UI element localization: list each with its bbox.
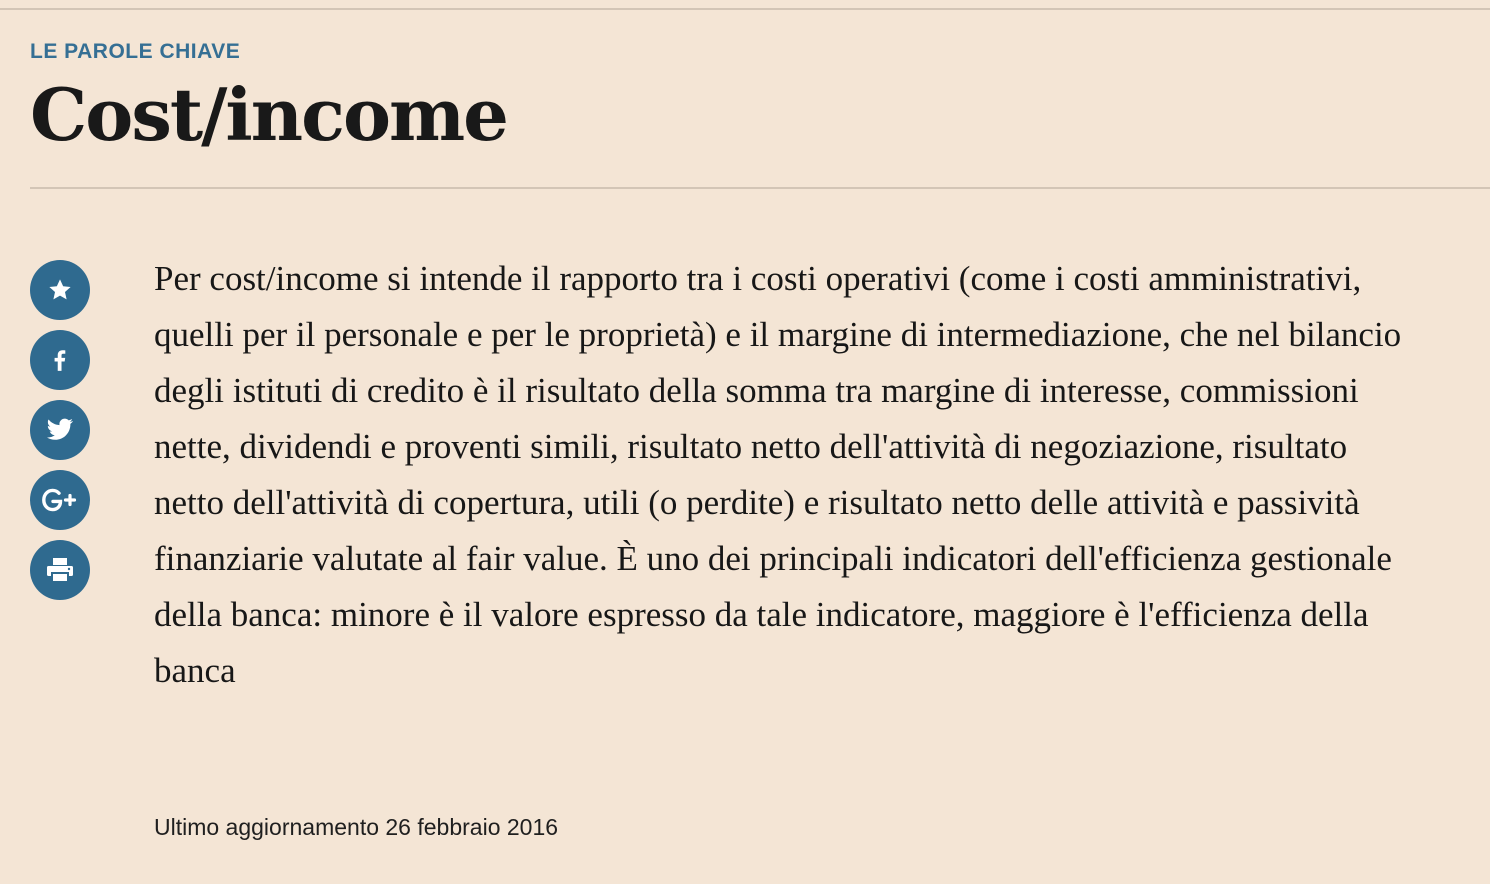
article-body: Per cost/income si intende il rapporto tra i costi operativi (come i costi amministrativi, quelli per il personale e per le proprietà) e il margine di intermediazione, che nel bilancio degli istituti di credito è il risultato della somma tra margine di interesse, commissioni nette, dividendi e proventi simili, risultato netto dell'attività di negoziazione, risultato netto dell'attività di copertura, utili (o perdite) e risultato netto delle attività e passività finanziarie valutate al fair value. È uno dei principali indicatori dell'efficienza gestionale della banca: minore è il valore espresso da tale indicatore, maggiore è l'efficienza della banca xyxy=(154,259,1402,690)
twitter-icon xyxy=(46,418,74,442)
section-kicker: LE PAROLE CHIAVE xyxy=(30,40,241,63)
last-updated-date: Ultimo aggiornamento 26 febbraio 2016 xyxy=(154,814,559,840)
facebook-share-button[interactable] xyxy=(30,330,90,390)
facebook-icon xyxy=(47,346,73,374)
share-bar xyxy=(30,260,90,610)
print-button[interactable] xyxy=(30,540,90,600)
page-title: Cost/income xyxy=(30,72,507,157)
bookmark-button[interactable] xyxy=(30,260,90,320)
google-plus-icon xyxy=(40,487,80,513)
print-icon xyxy=(44,556,76,584)
header-divider xyxy=(30,187,1490,189)
twitter-share-button[interactable] xyxy=(30,400,90,460)
star-icon xyxy=(47,277,73,303)
google-plus-share-button[interactable] xyxy=(30,470,90,530)
top-divider xyxy=(0,8,1490,10)
